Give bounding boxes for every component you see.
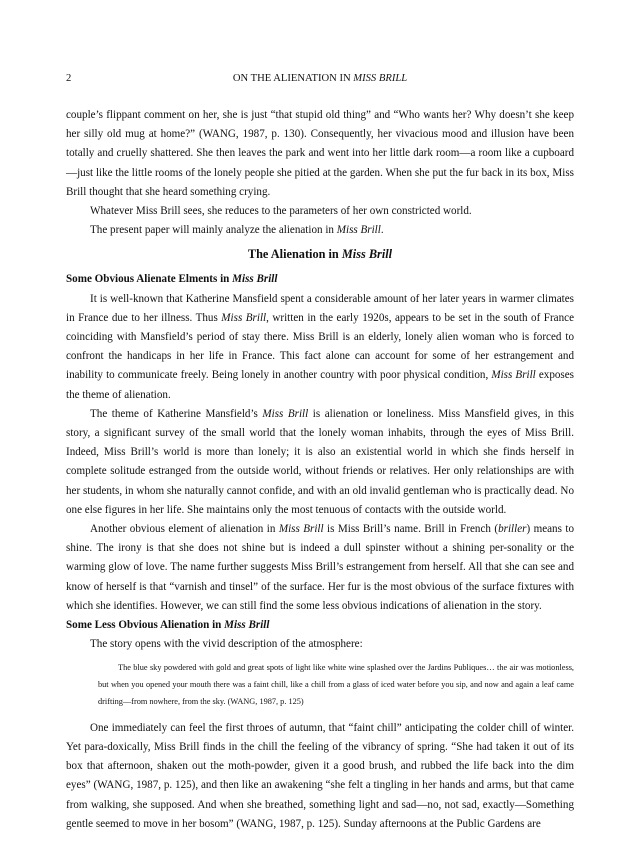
running-head-text: ON THE ALIENATION IN xyxy=(232,73,354,84)
paragraph-4-italic-a: Miss Brill xyxy=(221,311,267,324)
body-text xyxy=(66,106,574,834)
subheading-1 xyxy=(66,270,574,289)
paragraph-6-text-a: Another obvious element of alienation in xyxy=(90,523,279,536)
paragraph-6-italic-a: Miss Brill xyxy=(278,523,324,536)
paragraph-3-italic: Miss Brill xyxy=(336,224,381,237)
subheading-2-italic: Miss Brill xyxy=(224,619,270,632)
paragraph-2: Whatever Miss Brill sees, she reduces to the parameters of her own constricted world. xyxy=(90,205,472,218)
paragraph-3-text: The present paper will mainly analyze the alienation in xyxy=(90,224,337,237)
paragraph-4-text-b: , written in the early 1920s, appears to be set in the south of France coinciding with Mansfield’s period of stay there. Miss Brill is an elderly, lonely alien woman who is forced to confront the handicaps in her life in France. This fact alone can account for some of her estrangement and inability to communicate freely. Being lonely in another country with poor physical condition, xyxy=(66,311,574,382)
paragraph-6-text-c: ) means to shine. The irony is that she does not shine but is indeed a dull spinster without a shining per-sonality or the warming glow of love. The name further suggests Miss Brill’s estrangement from herself. All that she can see and know of herself is that “varnish and tinsel” of the surface. Her fur is the most obvious of the surface fixtures with which she identifies. However, we can still find the some less obvious indications of alienation in the story. xyxy=(66,523,574,612)
paragraph-4 xyxy=(66,290,574,405)
section-title-text: The Alienation in xyxy=(247,247,342,262)
block-quote xyxy=(66,660,574,710)
paragraph-6 xyxy=(66,520,574,616)
page-number: 2 xyxy=(66,73,72,84)
paragraph-3 xyxy=(66,221,574,240)
page-header xyxy=(66,73,574,89)
paragraph-5-italic: Miss Brill xyxy=(262,407,309,420)
paragraph-5 xyxy=(66,405,574,520)
paragraph-3-end: . xyxy=(380,224,384,237)
paragraph-1: couple’s flippant comment on her, she is just “that stupid old thing” and “Who wants her? Why doesn’t she keep her silly old mug at home?” (WANG, 1987, p. 130). Consequently, her vivacious mood and illusion have been totally and cruelly shattered. She then leaves the park and went into her little dark room—a room like a cupboard—just like the little rooms of the lonely people she pitied at the garden. When she put the fur back in its box, Miss Brill thought that she heard something crying. xyxy=(66,109,574,198)
paragraph-5-text-b: is alienation or loneliness. Miss Mansfield gives, in this story, a significant survey of the small world that the lonely woman inhabits, through the eyes of Miss Brill. Indeed, Miss Brill’s world is more than lonely; it is also an existential world in which she finds herself in complete solitude estranged from the outside world, without friends or relatives. Her only relationships are with her students, in whom she naturally cannot confide, and with an old invalid gentleman who is practically dead. No one else figures in her life. She maintains only the most tenuous of contacts with the outside world. xyxy=(66,407,574,516)
paragraph-4-italic-b: Miss Brill xyxy=(491,369,536,382)
subheading-1-text: Some Obvious Alienate Elments in xyxy=(66,273,233,286)
paragraph-8: One immediately can feel the first throes of autumn, that “faint chill” anticipating the colder chill of winter. Yet para-doxically, Miss Brill finds in the chill the feeling of the vibrancy of spring. “She had taken it out of its box that afternoon, shaken out the moth-powder, given it a good brush, and rubbed the life back into the dim eyes” (WANG, 1987, p. 125), and then like an awakening “she felt a tingling in her hands and arms, but that came from walking, she supposed. And when she breathed, something light and sad—no, not sad, exactly—Something gentle seemed to move in her bosom” (WANG, 1987, p. 125). Sunday afternoons at the Public Gardens are xyxy=(66,721,574,830)
subheading-2-text: Some Less Obvious Alienation in xyxy=(66,619,225,632)
section-title xyxy=(66,244,574,264)
block-quote-text: The blue sky powdered with gold and great spots of light like white wine splashed over the Jardins Publiques… the air was motionless, but when you opened your mouth there was a faint chill, like a chill from a glass of iced water before you sip, and now and again a leaf came drifting—from nowhere, from the sky. (WANG, 1987, p. 125) xyxy=(98,663,574,707)
paragraph-6-text-b: is Miss Brill’s name. Brill in French ( xyxy=(323,523,499,536)
subheading-1-italic: Miss Brill xyxy=(232,273,278,286)
paragraph-7: The story opens with the vivid description of the atmosphere: xyxy=(90,638,363,651)
paragraph-4-text-c: exposes the theme of alienation. xyxy=(66,369,574,401)
paragraph-5-text-a: The theme of Katherine Mansfield’s xyxy=(90,407,263,420)
subheading-2 xyxy=(66,616,574,635)
running-head xyxy=(66,73,574,84)
paragraph-4-text-a: It is well-known that Katherine Mansfield spent a considerable amount of her later years in warmer climates in France due to her illness. Thus xyxy=(66,292,574,324)
paragraph-6-italic-b: briller xyxy=(498,523,527,536)
running-head-italic: MISS BRILL xyxy=(353,73,408,84)
section-title-italic: Miss Brill xyxy=(341,247,393,262)
